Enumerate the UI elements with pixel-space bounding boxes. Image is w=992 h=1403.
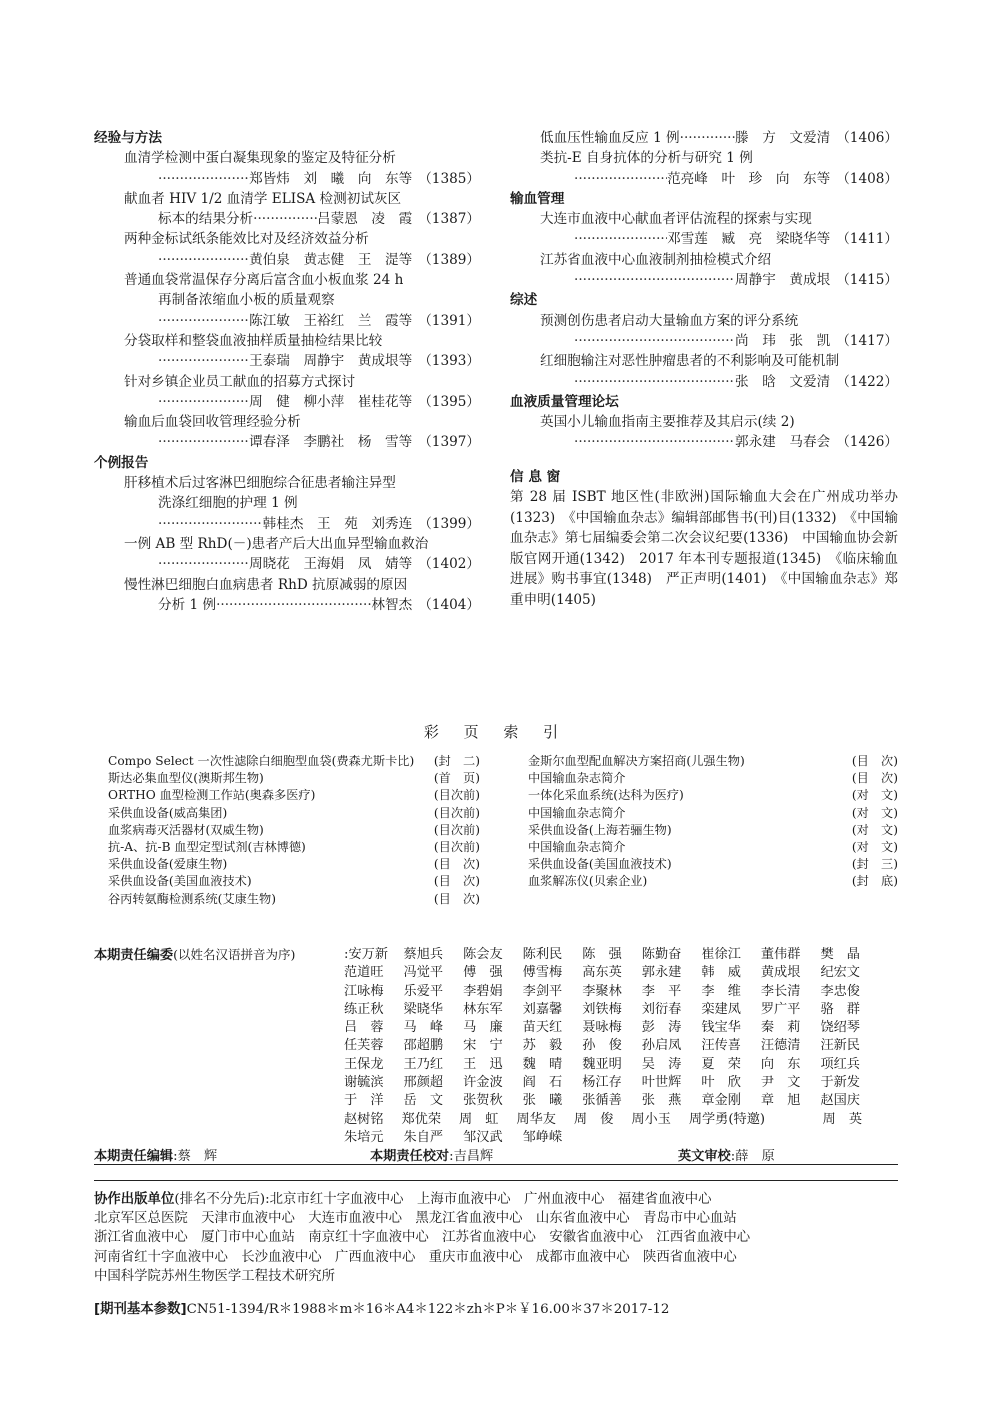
toc-entry-title[interactable]: 肝移植术后过客淋巴细胞综合征患者输注异型 <box>124 475 396 492</box>
editor-name: 李聚林 <box>582 983 622 999</box>
leader-dots <box>158 351 249 371</box>
info-window-text: 第 28 届 ISBT 地区性(非欧洲)国际输血大会在广州成功举办(1323) 《中国输血杂志》编辑部邮售书(刊)目(1332) 《中国输血杂志》第七届编委会第二次会议纪要(1336) 中国输血协会新版官网开通(1342) 2017 年本刊专题报道(1345) 《临床输血进展》购书事宜(1348) 严正声明(1401) 《中国输血杂志》郑重申明(1405) <box>510 489 898 608</box>
toc-entry-byline <box>94 514 480 534</box>
ad-name: 金斯尔血型配血解决方案招商(儿强生物) <box>528 754 745 768</box>
toc-entry-page: （1385） <box>418 170 480 187</box>
ad-name: 血浆病毒灭活器材(双威生物) <box>108 822 264 837</box>
coop-line: 北京军区总医院 天津市血液中心 大连市血液中心 黑龙江省血液中心 山东省血液中心 青岛市中心血站 <box>94 1211 737 1227</box>
editor-name: 李剑平 <box>522 983 563 999</box>
leader-dots <box>158 392 249 412</box>
editor-name: 饶绍琴 <box>820 1020 860 1036</box>
toc-entry-title-cont[interactable]: 标本的结果分析 <box>158 211 254 228</box>
editor-name: 周 俊 <box>573 1111 614 1127</box>
editor-name: 王乃红 <box>403 1056 444 1072</box>
editors-names <box>344 946 880 1147</box>
editor-name: 傅雪梅 <box>522 965 563 981</box>
leader-dots <box>574 169 667 189</box>
toc-entry-authors: 黄伯泉 黄志健 王 湜等 <box>249 251 413 268</box>
toc-entry-authors: 林智杰 <box>371 596 413 613</box>
coop-line: 浙江省血液中心 厦门市中心血站 南京红十字血液中心 江苏省血液中心 安徽省血液中心 江西省血液中心 <box>94 1230 751 1246</box>
editor-name: 陈 强 <box>582 947 622 962</box>
editor-name: 李长清 <box>760 983 801 999</box>
editor-name: 吴 涛 <box>641 1056 682 1072</box>
toc-entry-title[interactable]: 大连市血液中心献血者评估流程的探索与实现 <box>540 211 812 228</box>
toc-entry-authors: 尚 玮 张 凯 <box>735 332 831 349</box>
editor-name: 汪传喜 <box>701 1038 741 1054</box>
toc-entry-title[interactable]: 英国小儿输血指南主要推荐及其启示(续 2) <box>540 414 795 431</box>
editor-name: 孙启凤 <box>641 1038 682 1054</box>
editor-name: 苏 毅 <box>522 1038 563 1054</box>
editor-name <box>765 1111 822 1129</box>
toc-left-column <box>94 128 480 615</box>
params-label: [期刊基本参数] <box>94 1302 187 1317</box>
section-heading: 综述 <box>510 292 538 309</box>
toc-entry-page: （1393） <box>418 353 480 370</box>
editor-name: 尹 文 <box>760 1075 801 1091</box>
toc-entry-authors: 韩桂杰 王 苑 刘秀连 <box>262 515 413 532</box>
toc-entry-page: （1399） <box>418 515 480 532</box>
toc-entry-title[interactable]: 红细胞输注对恶性肿瘤患者的不利影响及可能机制 <box>540 353 840 370</box>
editor-name: 于 洋 <box>344 1093 384 1109</box>
editor-name: 高东英 <box>582 965 622 981</box>
toc-entry-byline <box>94 554 480 574</box>
color-index-right <box>528 753 898 891</box>
editor-name: 魏 晴 <box>522 1056 563 1072</box>
coop-note: (排名不分先后) <box>174 1192 266 1207</box>
editors-label-text: 本期责任编委 <box>94 948 174 963</box>
editor-name: 陈会友 <box>463 947 503 962</box>
editors-row <box>344 1074 880 1092</box>
toc-entry-page: （1415） <box>836 272 898 289</box>
toc-entry-page: （1426） <box>836 434 898 451</box>
editor-name: 练正秋 <box>344 1001 384 1017</box>
ad-name: 谷丙转氨酶检测系统(艾康生物) <box>108 891 276 906</box>
editor-name: 冯觉平 <box>403 965 444 981</box>
ad-name: 采供血设备(威高集团) <box>108 805 228 820</box>
toc-entry-title[interactable]: 低血压性输血反应 1 例 <box>540 130 680 146</box>
editor-name: 崔徐江 <box>701 947 741 962</box>
toc-entry-authors: 陈江敏 王裕红 兰 霞等 <box>249 312 413 329</box>
editor-name: 刘衍春 <box>641 1001 682 1017</box>
proofreader-value: :吉昌辉 <box>449 1149 494 1164</box>
proofreader-label: 本期责任校对 <box>370 1149 450 1164</box>
ad-name: 血浆解冻仪(贝索企业) <box>528 874 648 889</box>
color-index-row[interactable] <box>108 839 480 856</box>
ad-position: (目 次) <box>851 771 898 786</box>
ad-position: (目 次) <box>433 857 480 872</box>
editor-name: 张贺秋 <box>463 1093 503 1109</box>
coop-line: 中国科学院苏州生物医学工程技术研究所 <box>94 1268 336 1284</box>
editor-name: 马 廉 <box>463 1020 503 1036</box>
editor-name: 王 迅 <box>463 1056 503 1072</box>
section-heading: 血液质量管理论坛 <box>510 393 619 410</box>
editor-name: 向 东 <box>760 1056 801 1072</box>
toc-entry-byline <box>94 250 480 270</box>
editor-name: 朱培元 <box>344 1129 384 1145</box>
ad-name: Compo Select 一次性滤除白细胞型血袋(费森尤斯卡比) <box>108 754 415 768</box>
editor-name: 赵树铭 <box>344 1111 384 1127</box>
toc-entry-title[interactable]: 江苏省血液中心血液制剂抽检模式介绍 <box>540 251 772 268</box>
toc-entry-page: （1411） <box>836 231 898 248</box>
editor-name: 韩 威 <box>701 965 741 981</box>
editor-name: 马 峰 <box>403 1020 444 1036</box>
toc-entry-title[interactable]: 一例 AB 型 RhD(－)患者产后大出血异型输血救治 <box>124 535 429 552</box>
ad-position: (目 次) <box>433 874 480 889</box>
color-index-row[interactable] <box>528 770 898 787</box>
ad-position: (首 页) <box>433 771 480 786</box>
ad-name: 中国输血杂志简介 <box>528 840 626 855</box>
color-index-row[interactable] <box>528 873 898 890</box>
editor-name: 苗天红 <box>522 1020 563 1036</box>
ad-position: (目 次) <box>433 891 480 906</box>
toc-entry-page: （1406） <box>836 130 898 146</box>
ad-position: (目次前) <box>433 805 480 820</box>
leader-dots <box>158 250 249 270</box>
editor-name: 刘铁梅 <box>582 1001 622 1017</box>
ad-position: (目次前) <box>433 840 480 855</box>
color-index-row[interactable] <box>108 873 480 890</box>
color-index-row[interactable] <box>528 787 898 804</box>
editor-name: 周华友 <box>516 1111 556 1127</box>
leader-dots <box>574 270 735 290</box>
leader-dots <box>680 128 735 148</box>
editor-name: 栾建凤 <box>701 1001 741 1017</box>
ad-name: 抗-A、抗-B 血型定型试剂(吉林博德) <box>108 840 306 855</box>
editor-name <box>582 1129 642 1147</box>
toc-entry-page: （1395） <box>418 393 480 410</box>
editor-name: 郭永建 <box>641 965 682 981</box>
editor-name: 邹汉武 <box>463 1129 503 1145</box>
editor-name: 陈勤奋 <box>641 947 682 962</box>
toc-entry-authors: 谭春泽 李鹏社 杨 雪等 <box>249 434 413 451</box>
leader-dots <box>158 514 263 534</box>
editor-name: 梁晓华 <box>403 1001 444 1017</box>
toc-entry-title-cont[interactable]: 洗涤红细胞的护理 1 例 <box>158 495 298 512</box>
ad-position: (封 三) <box>851 857 898 872</box>
editor-name: 谢毓滨 <box>344 1075 384 1091</box>
editor-name: 章金刚 <box>701 1093 741 1109</box>
toc-entry-page: （1391） <box>418 312 480 329</box>
toc-entry-authors: 周 健 柳小萍 崔桂花等 <box>249 393 413 410</box>
color-index-row[interactable] <box>108 770 480 787</box>
ad-name: 采供血设备(美国血液技术) <box>528 857 672 872</box>
editor-name: 张循善 <box>582 1093 622 1109</box>
leader-dots <box>574 372 735 392</box>
leader-dots <box>574 331 735 351</box>
section-heading: 经验与方法 <box>94 130 162 146</box>
ad-position: (对 文) <box>851 822 898 837</box>
editor-name: 聂咏梅 <box>582 1020 622 1036</box>
editor-name: 叶 欣 <box>701 1075 741 1091</box>
journal-parameters <box>94 1298 669 1317</box>
toc-entry-authors: 吕蒙恩 凌 霞 <box>317 211 413 228</box>
toc-entry-title[interactable]: 预测创伤患者启动大量输血方案的评分系统 <box>540 312 799 329</box>
responsible-editor <box>94 1145 217 1164</box>
toc-entry-byline <box>510 432 898 452</box>
toc-entry-page: （1389） <box>418 251 480 268</box>
toc-entry-page: （1408） <box>836 170 898 187</box>
toc-entry-title[interactable]: 献血者 HIV 1/2 血清学 ELISA 检测初试灰区 <box>124 190 402 207</box>
color-index-row[interactable] <box>108 822 480 839</box>
leader-dots <box>158 169 249 189</box>
ad-name: 斯达必集血型仪(澳斯邦生物) <box>108 771 264 786</box>
editors-row <box>344 1001 880 1019</box>
toc-entry-authors: 滕 方 文爱清 <box>735 130 831 146</box>
editor-name: 范道旺 <box>344 965 384 981</box>
editor-name: 郑优荣 <box>401 1111 442 1127</box>
toc-entry-byline <box>510 128 898 148</box>
editors-row <box>344 1037 880 1055</box>
editors-row <box>344 983 880 1001</box>
editor-name: 秦 莉 <box>760 1020 801 1036</box>
editors-row <box>344 946 880 964</box>
ad-name: 中国输血杂志简介 <box>528 771 626 786</box>
editor-name: 李 平 <box>641 983 682 999</box>
color-index-row[interactable] <box>528 856 898 873</box>
ad-position: (目次前) <box>433 788 480 803</box>
toc-entry-page: （1387） <box>418 211 480 228</box>
responsible-proofreader <box>370 1145 493 1164</box>
cooperating-units <box>94 1190 898 1286</box>
editors-label <box>94 946 295 965</box>
editor-name: 周小玉 <box>631 1111 671 1127</box>
editor-name: 彭 涛 <box>641 1020 682 1036</box>
leader-dots <box>574 432 735 452</box>
editors-row <box>344 1056 880 1074</box>
editor-name: 刘嘉馨 <box>522 1001 563 1017</box>
responsible-editor-label: 本期责任编辑 <box>94 1149 174 1164</box>
editor-name: 任芙蓉 <box>344 1038 384 1054</box>
editor-name: 罗广平 <box>760 1001 801 1017</box>
editor-name: 杨江存 <box>582 1075 622 1091</box>
section-heading: 输血管理 <box>510 190 565 207</box>
toc-entry-byline <box>510 229 898 249</box>
toc-entry-title-cont[interactable]: 再制备浓缩血小板的质量观察 <box>158 292 335 309</box>
editor-name: 章 旭 <box>760 1093 801 1109</box>
color-index-row[interactable] <box>528 822 898 839</box>
toc-entry-page: （1404） <box>418 596 480 613</box>
toc-entry-title[interactable]: 输血后血袋回收管理经验分析 <box>124 414 301 431</box>
toc-entry-title[interactable]: 分袋取样和整袋血液抽样质量抽检结果比较 <box>124 332 383 349</box>
toc-entry-byline <box>510 331 898 351</box>
coop-units: :北京市红十字血液中心 上海市血液中心 广州血液中心 福建省血液中心 <box>265 1192 712 1207</box>
editor-name: 孙 俊 <box>582 1038 622 1054</box>
color-index-row[interactable] <box>108 891 480 908</box>
divider <box>94 1180 898 1181</box>
toc-entry-byline <box>94 432 480 452</box>
editor-name: 许金波 <box>463 1075 503 1091</box>
editor-name: 江咏梅 <box>344 983 384 999</box>
editors-row <box>344 964 880 982</box>
toc-entry-byline <box>94 209 480 229</box>
toc-entry-title[interactable]: 针对乡镇企业员工献血的招募方式探讨 <box>124 373 356 390</box>
editors-row <box>344 1092 880 1110</box>
editor-name: 王保龙 <box>344 1056 384 1072</box>
editor-name: 吕 蓉 <box>344 1020 384 1036</box>
toc-entry-byline <box>94 351 480 371</box>
color-index-title: 彩 页 索 引 <box>423 723 569 741</box>
coop-line: 河南省红十字血液中心 长沙血液中心 广西血液中心 重庆市血液中心 成都市血液中心 陕西省血液中心 <box>94 1249 737 1265</box>
info-window-heading: 信 息 窗 <box>510 468 561 485</box>
ad-name: 采供血设备(上海若骊生物) <box>528 822 672 837</box>
editor-name: 夏 荣 <box>701 1056 741 1072</box>
editor-name: 傅 强 <box>463 965 503 981</box>
editor-name: 邢颜超 <box>403 1075 444 1091</box>
toc-entry-authors: 张 晗 文爱清 <box>735 373 831 390</box>
editor-name: 汪新民 <box>820 1038 860 1054</box>
editor-name: 李忠俊 <box>820 983 860 999</box>
ad-name: 采供血设备(美国血液技术) <box>108 874 252 889</box>
editors-row <box>344 1111 880 1129</box>
editor-name: 钱宝华 <box>701 1020 741 1036</box>
toc-entry-authors: 郭永建 马春会 <box>735 434 831 451</box>
editor-name: 樊 晶 <box>820 947 860 962</box>
editor-name: 周 虹 <box>458 1111 499 1127</box>
ad-position: (对 文) <box>851 788 898 803</box>
ad-position: (目 次) <box>851 754 898 768</box>
color-index-row[interactable] <box>108 805 480 822</box>
leader-dots <box>158 311 249 331</box>
toc-entry-byline <box>510 169 898 189</box>
editor-name: 陈利民 <box>522 947 563 962</box>
toc-right-column <box>510 128 898 610</box>
editor-name: 董伟群 <box>760 947 801 962</box>
editor-name: 周 英 <box>822 1111 863 1127</box>
params-value: CN51-1394/R＊1988＊m＊16＊A4＊122＊zh＊P＊￥16.00＊37＊2017-12 <box>186 1302 670 1317</box>
color-index-row[interactable] <box>528 805 898 822</box>
toc-entry-byline <box>94 595 480 615</box>
editor-name: 汪德清 <box>760 1038 801 1054</box>
toc-entry-authors: 邓雪莲 臧 亮 梁晓华等 <box>667 231 831 248</box>
toc-entry-byline <box>94 169 480 189</box>
toc-entry-title[interactable]: 类抗-E 自身抗体的分析与研究 1 例 <box>540 150 753 167</box>
toc-entry-page: （1402） <box>418 556 480 573</box>
editor-name: 项红兵 <box>820 1056 860 1072</box>
editor-name: 李 维 <box>701 983 741 999</box>
editor-name: 乐爱平 <box>403 983 444 999</box>
toc-entry-authors: 王泰瑞 周静宇 黄成垠等 <box>249 353 413 370</box>
english-reviewer-value: :薛 原 <box>730 1149 775 1164</box>
toc-entry-authors: 周晓花 王海娟 凤 婧等 <box>249 556 413 573</box>
editor-name: 岳 文 <box>403 1093 444 1109</box>
divider <box>94 1164 898 1165</box>
section-heading: 个例报告 <box>94 454 149 471</box>
leader-dots <box>253 209 317 229</box>
editor-name: 阎 石 <box>522 1075 563 1091</box>
english-reviewer <box>678 1145 775 1164</box>
editor-name: 张 燕 <box>641 1093 682 1109</box>
toc-entry-title[interactable]: 慢性淋巴细胞白血病患者 RhD 抗原减弱的原因 <box>124 576 408 593</box>
editor-name: 于新发 <box>820 1075 860 1091</box>
toc-entry-page: （1422） <box>836 373 898 390</box>
toc-entry-byline <box>94 392 480 412</box>
editor-name: 蔡旭兵 <box>403 947 444 962</box>
ad-name: ORTHO 血型检测工作站(奥森多医疗) <box>108 788 316 803</box>
editor-name: 叶世辉 <box>641 1075 682 1091</box>
editors-note: (以姓名汉语拼音为序) <box>173 947 296 962</box>
editor-name: 朱自严 <box>403 1129 444 1145</box>
editor-name: 骆 群 <box>820 1001 860 1017</box>
editor-name: 黄成垠 <box>760 965 801 981</box>
ad-position: (封 底) <box>851 874 898 889</box>
responsible-editor-value: :蔡 辉 <box>173 1149 218 1164</box>
toc-entry-title[interactable]: 两种金标试纸条能效比对及经济效益分析 <box>124 231 369 248</box>
leader-dots <box>158 554 249 574</box>
ad-position: (封 二) <box>433 754 480 768</box>
toc-entry-page: （1397） <box>418 434 480 451</box>
color-index-row[interactable] <box>528 753 898 770</box>
toc-entry-authors: 周静宇 黄成垠 <box>735 272 831 289</box>
editor-name: :安万新 <box>344 947 389 962</box>
leader-dots <box>574 229 667 249</box>
editor-name: 纪宏文 <box>820 965 860 981</box>
editor-name: 邵超鹏 <box>403 1038 444 1054</box>
color-index-row[interactable] <box>108 787 480 804</box>
editor-name: 林东军 <box>463 1001 503 1017</box>
color-index-row[interactable] <box>528 839 898 856</box>
editor-name: 张 曦 <box>522 1093 563 1109</box>
editor-name: 宋 宁 <box>463 1038 503 1054</box>
toc-entry-title[interactable]: 血清学检测中蛋白凝集现象的鉴定及特征分析 <box>124 150 396 167</box>
ad-name: 一体化采血系统(达科为医疗) <box>528 788 684 803</box>
coop-label: 协作出版单位 <box>94 1192 175 1207</box>
color-index-row[interactable] <box>108 856 480 873</box>
english-reviewer-label: 英文审校 <box>678 1149 731 1164</box>
ad-name: 采供血设备(爱康生物) <box>108 857 228 872</box>
toc-entry-authors: 范亮峰 叶 珍 向 东等 <box>667 170 831 187</box>
editor-name: 周学勇(特邀) <box>688 1111 766 1127</box>
toc-entry-authors: 郑皆炜 刘 曦 向 东等 <box>249 170 413 187</box>
toc-entry-title[interactable]: 普通血袋常温保存分离后富含血小板血浆 24 h <box>124 272 404 289</box>
editor-name: 邹峥嵘 <box>522 1129 563 1145</box>
editor-name: 赵国庆 <box>820 1093 860 1109</box>
toc-entry-page: （1417） <box>836 332 898 349</box>
editor-name <box>820 1129 880 1147</box>
toc-entry-title-cont[interactable]: 分析 1 例 <box>158 596 217 613</box>
leader-dots <box>216 595 371 615</box>
toc-entry-byline <box>510 372 898 392</box>
leader-dots <box>158 432 249 452</box>
editor-name: 魏亚明 <box>582 1056 622 1072</box>
editors-row <box>344 1019 880 1037</box>
editor-name: 李碧娟 <box>463 983 503 999</box>
coop-line <box>94 1190 898 1209</box>
ad-position: (对 文) <box>851 840 898 855</box>
color-index-left <box>108 753 480 908</box>
ad-name: 中国输血杂志简介 <box>528 805 626 820</box>
ad-position: (对 文) <box>851 805 898 820</box>
ad-position: (目次前) <box>433 822 480 837</box>
color-index-row[interactable] <box>108 753 480 770</box>
toc-entry-byline <box>94 311 480 331</box>
toc-entry-byline <box>510 270 898 290</box>
